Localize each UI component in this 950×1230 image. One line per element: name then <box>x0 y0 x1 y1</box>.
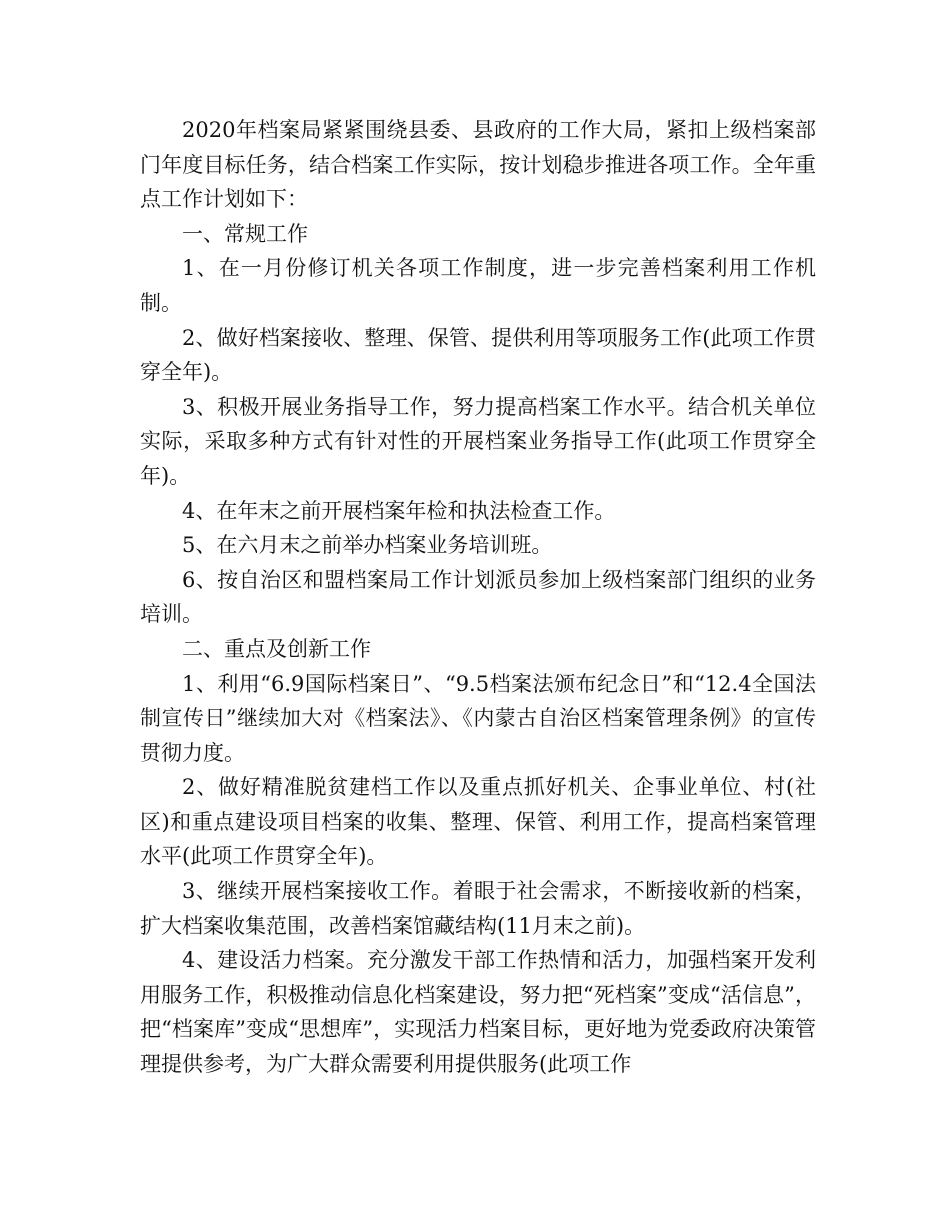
key-item-2: 2、做好精准脱贫建档工作以及重点抓好机关、企事业单位、村(社区)和重点建设项目档案的收集、整理、保管、利用工作，提高档案管理水平(此项工作贯穿全年)。 <box>140 775 816 869</box>
routine-item-4: 4、在年末之前开展档案年检和执法检查工作。 <box>182 498 616 523</box>
intro-paragraph: 2020年档案局紧紧围绕县委、县政府的工作大局，紧扣上级档案部门年度目标任务，结合档案工作实际，按计划稳步推进各项工作。全年重点工作计划如下： <box>140 118 816 212</box>
routine-item-3: 3、积极开展业务指导工作，努力提高档案工作水平。结合机关单位实际，采取多种方式有针对性的开展档案业务指导工作(此项工作贯穿全年)。 <box>140 394 816 488</box>
routine-item-1: 1、在一月份修订机关各项工作制度，进一步完善档案利用工作机制。 <box>140 256 816 315</box>
document-body <box>140 113 816 1082</box>
section-heading-key-innovation-work: 二、重点及创新工作 <box>182 636 371 661</box>
routine-item-6: 6、按自治区和盟档案局工作计划派员参加上级档案部门组织的业务培训。 <box>140 567 816 627</box>
key-item-3: 3、继续开展档案接收工作。着眼于社会需求，不断接收新的档案，扩大档案收集范围，改善档案馆藏结构(11月末之前)。 <box>140 879 816 938</box>
section-heading-routine-work: 一、常规工作 <box>182 221 308 246</box>
key-item-1: 1、利用“6.9国际档案日”、“9.5档案法颁布纪念日”和“12.4全国法制宣传日”继续加大对《档案法》、《内蒙古自治区档案管理条例》的宣传贯彻力度。 <box>140 671 816 765</box>
routine-item-2: 2、做好档案接收、整理、保管、提供利用等项服务工作(此项工作贯穿全年)。 <box>140 325 816 385</box>
routine-item-5: 5、在六月末之前举办档案业务培训班。 <box>182 533 553 558</box>
key-item-4: 4、建设活力档案。充分激发干部工作热情和活力，加强档案开发利用服务工作，积极推动信息化档案建设，努力把“死档案”变成“活信息”，把“档案库”变成“思想库”，实现活力档案目标，更好地为党委政府决策管理提供参考，为广大群众需要利用提供服务(此项工作 <box>140 948 816 1077</box>
